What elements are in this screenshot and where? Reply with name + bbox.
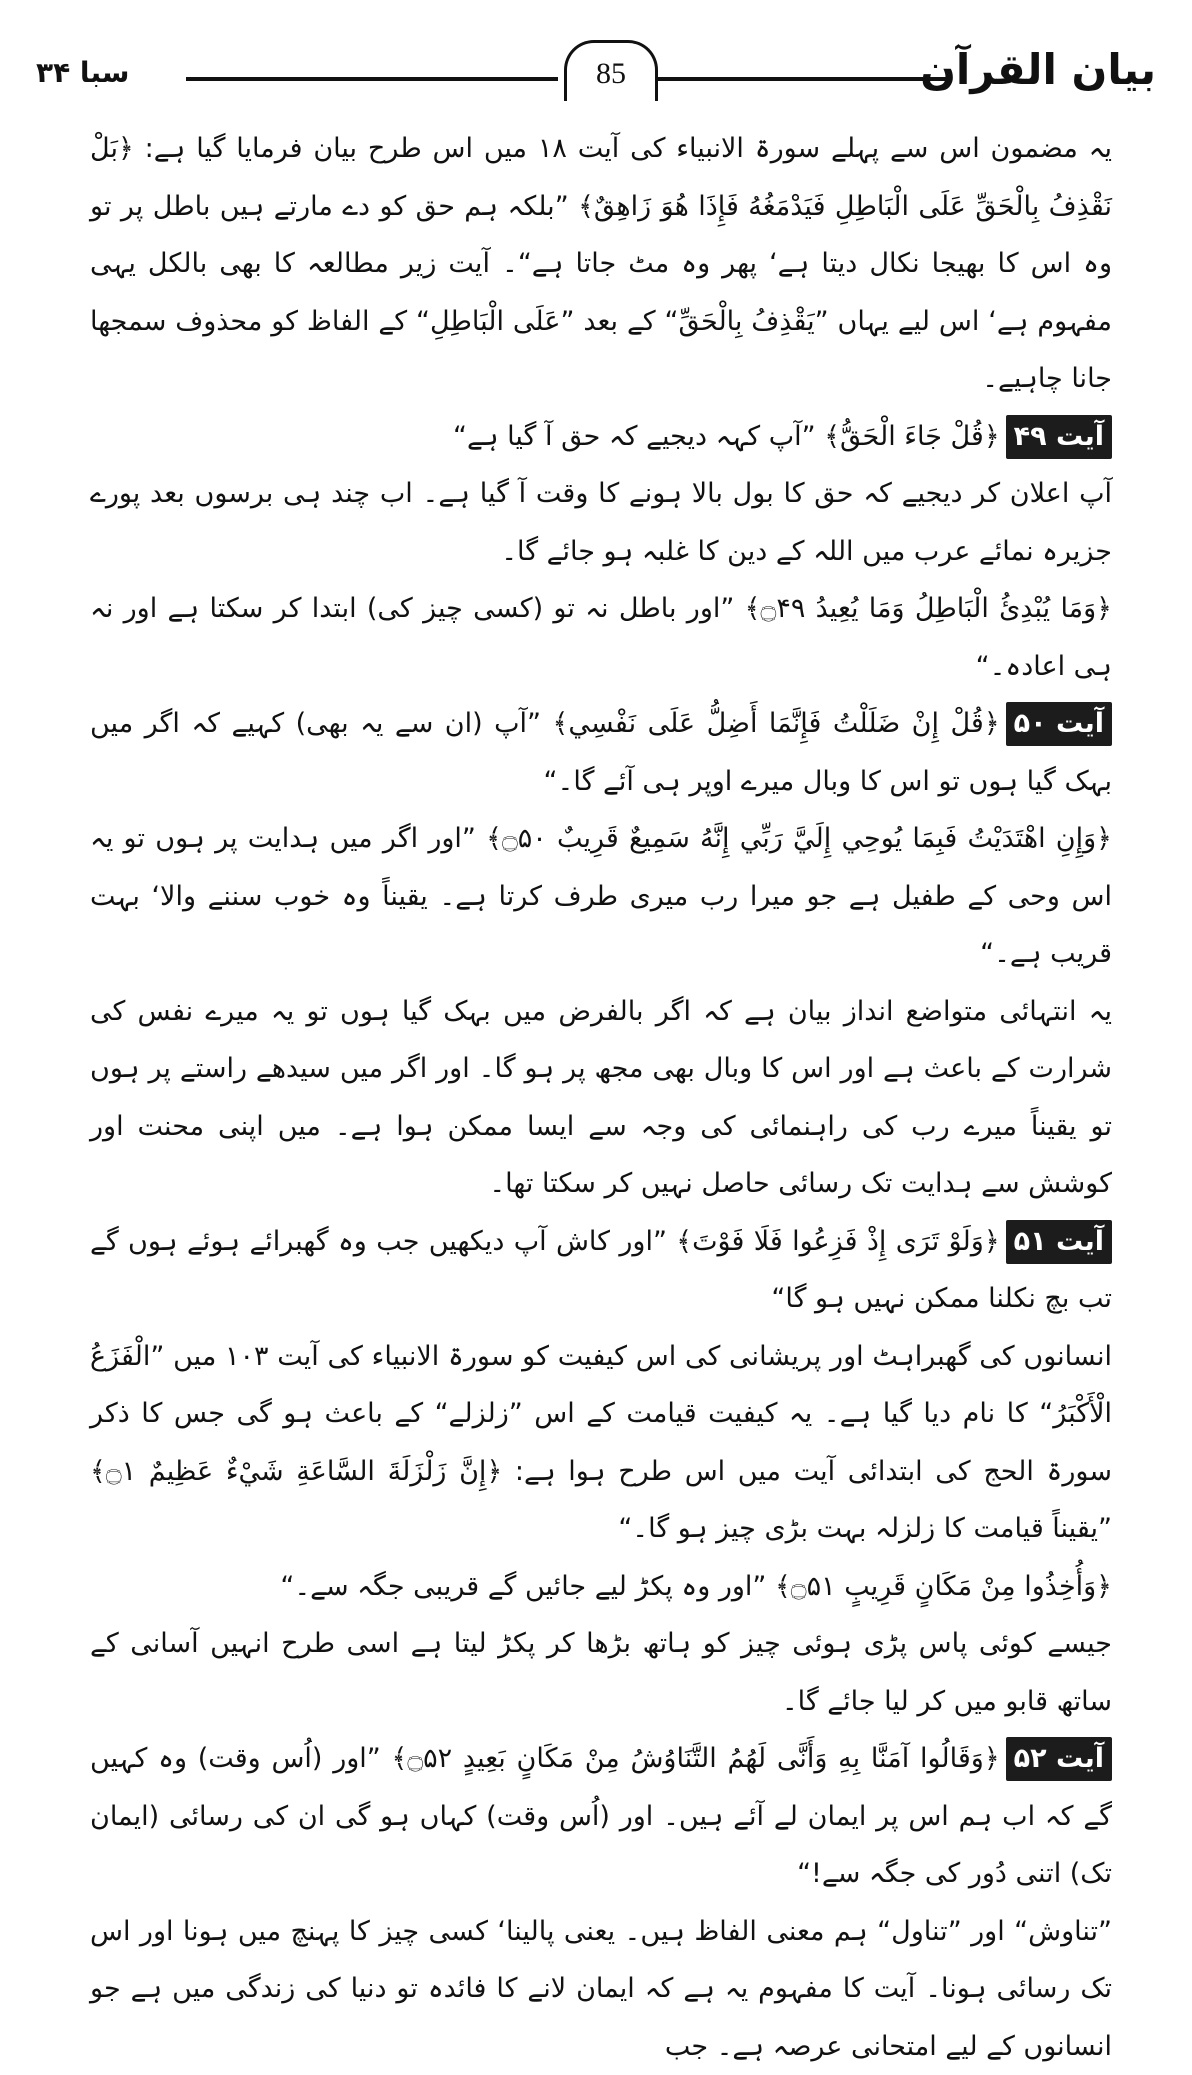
verse-paragraph xyxy=(90,408,1112,466)
verse-number-badge: آیت ۵۰ xyxy=(1006,702,1112,746)
verse-number-badge: آیت ۵۱ xyxy=(1006,1220,1112,1264)
page-number: 85 xyxy=(564,40,658,101)
verse-paragraph xyxy=(90,1730,1112,1903)
book-title: بیان القرآن xyxy=(920,40,1156,100)
verse-paragraph xyxy=(90,695,1112,810)
paragraph: ﴿وَإِنِ اهْتَدَيْتُ فَبِمَا يُوحِي إِلَيَّ رَبِّي إِنَّهُ سَمِيعٌ قَرِيبٌ ۝۵۰﴾ ”اور اگر میں ہدایت پر ہوں تو یہ اس وحی کے طفیل ہے جو میرا رب میری طرف کرتا ہے۔ یقیناً وہ خوب سننے والا‘ بہت قریب ہے۔“ xyxy=(90,810,1112,983)
verse-number-badge: آیت ۴۹ xyxy=(1006,415,1112,459)
paragraph: ﴿وَأُخِذُوا مِنْ مَكَانٍ قَرِيبٍ ۝۵۱﴾ ”اور وہ پکڑ لیے جائیں گے قریبی جگہ سے۔“ xyxy=(90,1558,1112,1616)
juz-label: سبا ۳۴ xyxy=(36,48,129,98)
body-text xyxy=(90,120,1112,2075)
paragraph: یہ مضمون اس سے پہلے سورۃ الانبیاء کی آیت ۱۸ میں اس طرح بیان فرمایا گیا ہے: ﴿بَلْ نَقْذِفُ بِالْحَقِّ عَلَى الْبَاطِلِ فَيَدْمَغُهُ فَإِذَا هُوَ زَاهِقٌ﴾ ”بلکہ ہم حق کو دے مارتے ہیں باطل پر تو وہ اس کا بھیجا نکال دیتا ہے‘ پھر وہ مٹ جاتا ہے“۔ آیت زیر مطالعہ کا بھی بالکل یہی مفہوم ہے‘ اس لیے یہاں ”یَقْذِفُ بِالْحَقِّ“ کے بعد ”عَلَى الْبَاطِلِ“ کے الفاظ کو محذوف سمجھا جانا چاہیے۔ xyxy=(90,120,1112,408)
paragraph: انسانوں کی گھبراہٹ اور پریشانی کی اس کیفیت کو سورۃ الانبیاء کی آیت ۱۰۳ میں ”الْفَزَعُ الْأَكْبَرُ“ کا نام دیا گیا ہے۔ یہ کیفیت قیامت کے اس ”زلزلے“ کے باعث ہو گی جس کا ذکر سورۃ الحج کی ابتدائی آیت میں اس طرح ہوا ہے: ﴿إِنَّ زَلْزَلَةَ السَّاعَةِ شَيْءٌ عَظِيمٌ ۝۱﴾ ”یقیناً قیامت کا زلزلہ بہت بڑی چیز ہو گا۔“ xyxy=(90,1328,1112,1558)
page-header xyxy=(36,40,1156,110)
paragraph: آپ اعلان کر دیجیے کہ حق کا بول بالا ہونے کا وقت آ گیا ہے۔ اب چند ہی برسوں بعد پورے جزیرہ نمائے عرب میں اللہ کے دین کا غلبہ ہو جائے گا۔ xyxy=(90,465,1112,580)
verse-number-badge: آیت ۵۲ xyxy=(1006,1737,1112,1781)
verse-paragraph xyxy=(90,1213,1112,1328)
paragraph: ”تناوش“ اور ”تناول“ ہم معنی الفاظ ہیں۔ یعنی پالینا‘ کسی چیز کا پہنچ میں ہونا اور اس تک رسائی ہونا۔ آیت کا مفہوم یہ ہے کہ ایمان لانے کا فائدہ تو دنیا کی زندگی میں ہے جو انسانوں کے لیے امتحانی عرصہ ہے۔ جب xyxy=(90,1903,1112,2075)
header-rule-right xyxy=(656,77,952,81)
paragraph: جیسے کوئی پاس پڑی ہوئی چیز کو ہاتھ بڑھا کر پکڑ لیتا ہے اسی طرح انہیں آسانی کے ساتھ قابو میں کر لیا جائے گا۔ xyxy=(90,1615,1112,1730)
paragraph: ﴿وَمَا يُبْدِئُ الْبَاطِلُ وَمَا يُعِيدُ ۝۴۹﴾ ”اور باطل نہ تو (کسی چیز کی) ابتدا کر سکتا ہے اور نہ ہی اعادہ۔“ xyxy=(90,580,1112,695)
verse-text: ﴿وَقَالُوا آمَنَّا بِهِ وَأَنَّى لَهُمُ التَّنَاوُشُ مِنْ مَكَانٍ بَعِيدٍ ۝۵۲﴾ ”اور (اُس وقت) وہ کہیں گے کہ اب ہم اس پر ایمان لے آئے ہیں۔ اور (اُس وقت) کہاں ہو گی ان کی رسائی (ایمان تک) اتنی دُور کی جگہ سے!“ xyxy=(90,1743,1112,1889)
verse-text: ﴿قُلْ إِنْ ضَلَلْتُ فَإِنَّمَا أَضِلُّ عَلَى نَفْسِي﴾ ”آپ (ان سے یہ بھی) کہیے کہ اگر میں بہک گیا ہوں تو اس کا وبال میرے اوپر ہی آئے گا۔“ xyxy=(90,708,1112,797)
header-rule-left xyxy=(186,77,558,81)
verse-text: ﴿وَلَوْ تَرَى إِذْ فَزِعُوا فَلَا فَوْتَ﴾ ”اور کاش آپ دیکھیں جب وہ گھبرائے ہوئے ہوں گے تب بچ نکلنا ممکن نہیں ہو گا“ xyxy=(90,1226,1112,1315)
verse-text: ﴿قُلْ جَاءَ الْحَقُّ﴾ ”آپ کہہ دیجیے کہ حق آ گیا ہے“ xyxy=(453,421,1000,452)
paragraph: یہ انتہائی متواضع انداز بیان ہے کہ اگر بالفرض میں بہک گیا ہوں تو یہ میرے نفس کی شرارت کے باعث ہے اور اس کا وبال بھی مجھ پر ہو گا۔ اور اگر میں سیدھے راستے پر ہوں تو یقیناً میرے رب کی راہنمائی کی وجہ سے ایسا ممکن ہوا ہے۔ میں اپنی محنت اور کوشش سے ہدایت تک رسائی حاصل نہیں کر سکتا تھا۔ xyxy=(90,983,1112,1213)
